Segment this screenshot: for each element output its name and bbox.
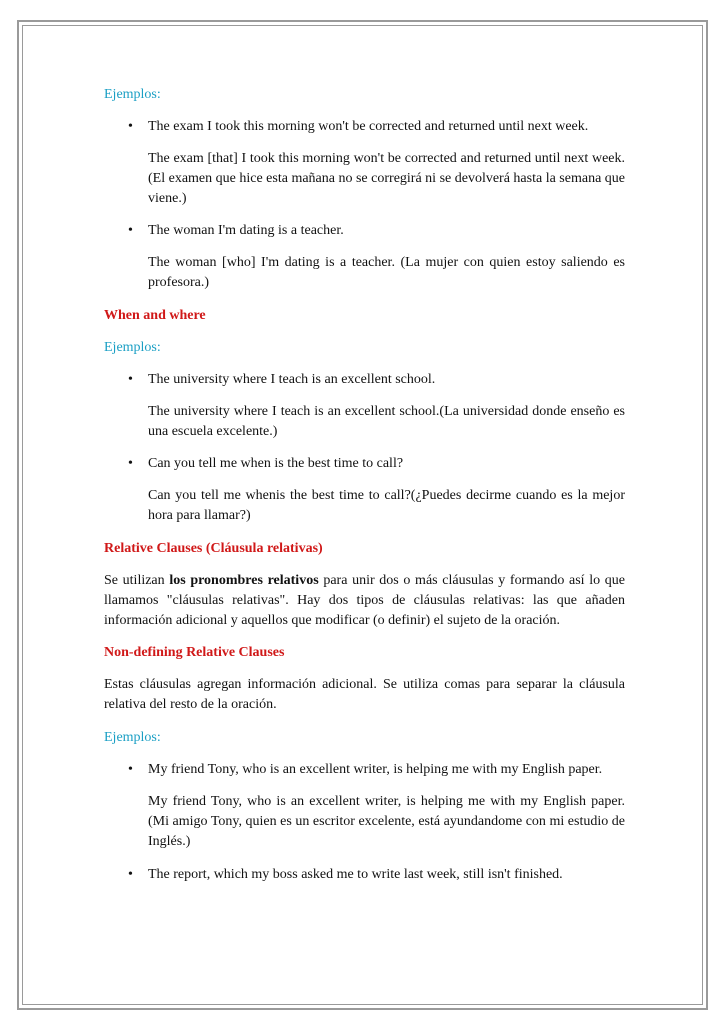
list-item <box>104 760 625 780</box>
list-item <box>104 454 625 474</box>
bullet-icon: • <box>128 223 133 238</box>
bullet-icon: • <box>128 762 133 777</box>
example-explanation: Can you tell me whenis the best time to call?(¿Puedes decirme cuando es la mejor hora para llamar?) <box>148 488 625 523</box>
paragraph-text: para unir dos o más cláusulas y formando así lo que llamamos "cláusulas relativas". Hay dos tipos de cláusulas relativas: las que añaden información adicional y aquellos que modificar (o definir) el sujeto de la oración. <box>104 573 625 628</box>
bullet-icon: • <box>128 372 133 387</box>
list-item <box>104 221 625 241</box>
ejemplos-label: Ejemplos: <box>104 87 161 102</box>
section-heading: When and where <box>104 308 206 323</box>
list-item <box>104 117 625 137</box>
ejemplos-label: Ejemplos: <box>104 340 161 355</box>
list-item <box>104 865 625 885</box>
section-heading: Relative Clauses (Cláusula relativas) <box>104 541 323 556</box>
bullet-icon: • <box>128 119 133 134</box>
example-explanation: The woman [who] I'm dating is a teacher. (La mujer con quien estoy saliendo es profesora.) <box>148 255 625 290</box>
example-list <box>104 370 625 390</box>
paragraph-text: Se utilizan <box>104 573 170 588</box>
example-list <box>104 117 625 137</box>
ejemplos-label: Ejemplos: <box>104 730 161 745</box>
section-heading: Non-defining Relative Clauses <box>104 645 285 660</box>
example-sentence: My friend Tony, who is an excellent writer, is helping me with my English paper. <box>148 762 603 777</box>
example-sentence: Can you tell me when is the best time to call? <box>148 456 404 471</box>
example-list <box>104 221 625 241</box>
body-paragraph <box>104 571 625 631</box>
example-list <box>104 865 625 885</box>
example-sentence: The exam I took this morning won't be corrected and returned until next week. <box>148 119 589 134</box>
body-paragraph: Estas cláusulas agregan información adicional. Se utiliza comas para separar la cláusula relativa del resto de la oración. <box>104 677 625 712</box>
example-sentence: The university where I teach is an excellent school. <box>148 372 436 387</box>
example-sentence: The report, which my boss asked me to write last week, still isn't finished. <box>148 867 563 882</box>
example-list <box>104 760 625 780</box>
example-sentence: The woman I'm dating is a teacher. <box>148 223 344 238</box>
example-list <box>104 454 625 474</box>
example-explanation: The exam [that] I took this morning won't be corrected and returned until next week. (El examen que hice esta mañana no se corregirá ni se devolverá hasta la semana que viene.) <box>148 151 625 206</box>
paragraph-bold-text: los pronombres relativos <box>169 573 319 588</box>
bullet-icon: • <box>128 456 133 471</box>
bullet-icon: • <box>128 867 133 882</box>
list-item <box>104 370 625 390</box>
document-body <box>104 85 625 885</box>
example-explanation: My friend Tony, who is an excellent writer, is helping me with my English paper. (Mi amigo Tony, quien es un escritor excelente, está ayundandome con mi estudio de Inglés.) <box>148 794 625 849</box>
example-explanation: The university where I teach is an excellent school.(La universidad donde enseño es una escuela excelente.) <box>148 404 625 439</box>
